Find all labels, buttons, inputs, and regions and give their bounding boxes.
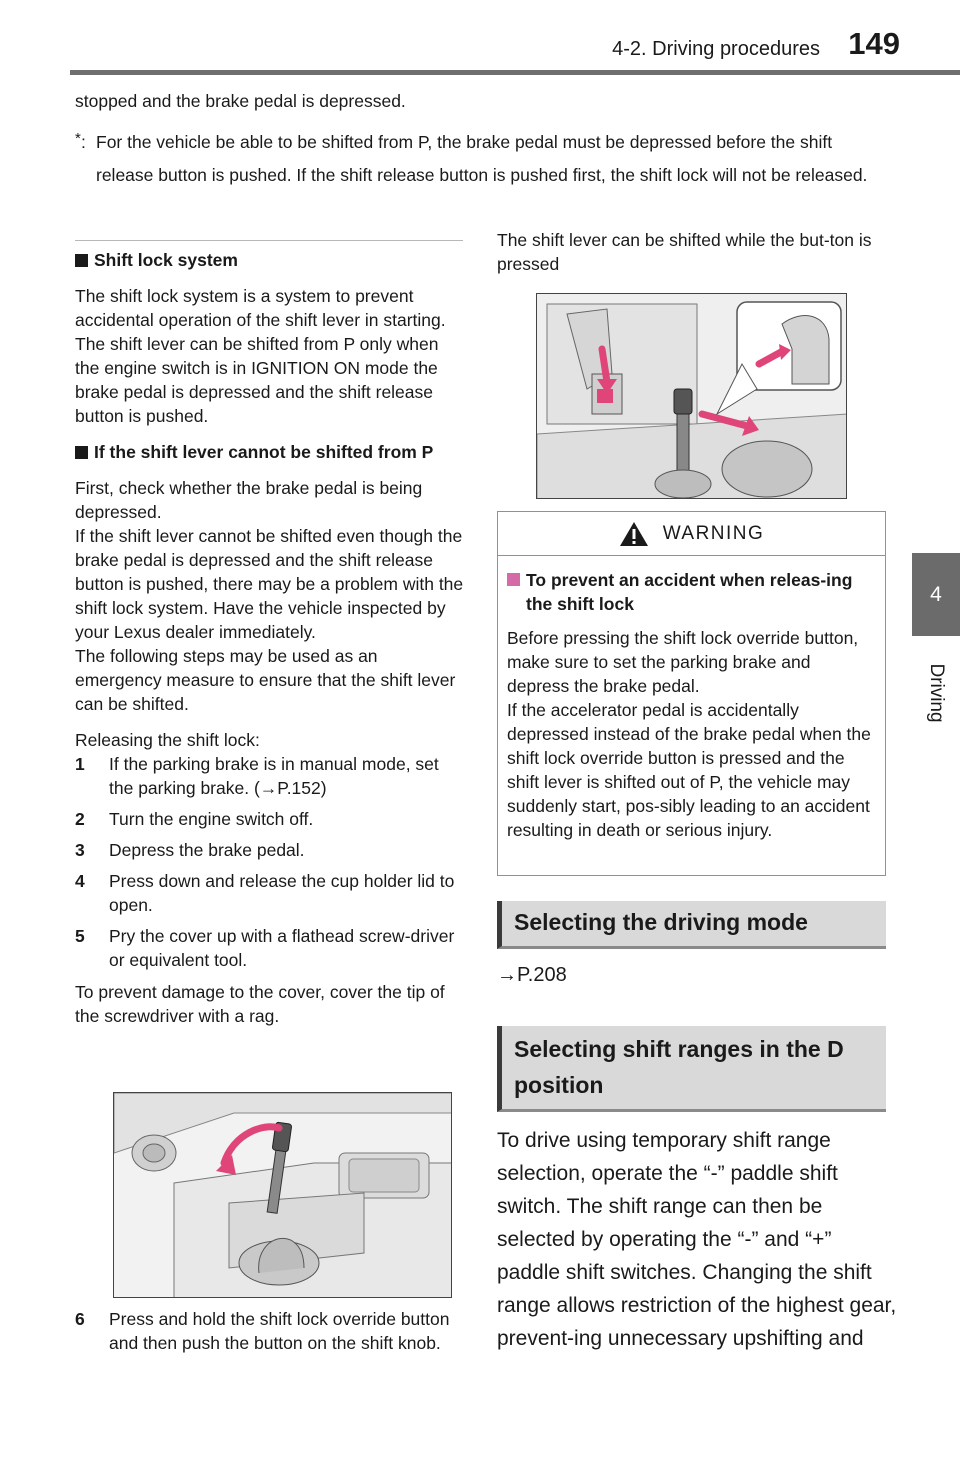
warning-subheading <box>507 568 876 616</box>
section-title: 4-2. Driving procedures <box>612 38 820 60</box>
step-text: Pry the cover up with a flathead screw-driver or equivalent tool. <box>109 926 455 970</box>
cover-removal-illustration <box>113 1092 452 1298</box>
warning-header <box>498 512 885 556</box>
releasing-label: Releasing the shift lock: <box>75 730 260 750</box>
step-item <box>75 752 465 800</box>
warning-para-1: Before pressing the shift lock override button, make sure to set the parking brake and depress the brake pedal. <box>507 628 859 696</box>
warning-body <box>498 556 885 842</box>
shift-lock-para-1: The shift lock system is a system to prevent accidental operation of the shift lever in starting. <box>75 286 446 330</box>
page-number: 149 <box>848 26 900 61</box>
chapter-tab-label-text: Driving <box>926 663 947 723</box>
shift-lock-heading <box>75 248 465 272</box>
shift-lock-heading-text: Shift lock system <box>94 250 238 270</box>
step-text: Turn the engine switch off. <box>109 809 314 829</box>
bullet-square-icon <box>75 446 88 459</box>
header-divider <box>70 70 960 75</box>
warning-title: WARNING <box>662 522 765 544</box>
step-text: Press and hold the shift lock override button and then push the button on the shift knob. <box>109 1309 450 1353</box>
bullet-square-icon <box>75 254 88 267</box>
step-number: 3 <box>75 840 85 860</box>
chapter-tab-number: 4 <box>912 553 960 636</box>
step-number: 2 <box>75 809 85 829</box>
shift-lock-paragraph-2: The shift lever can be shifted from P only when the engine switch is in IGNITION ON mode the brake pedal is depressed and the shift release button is pushed. <box>75 334 439 426</box>
cannot-shift-heading <box>75 440 465 464</box>
step-item <box>75 869 465 917</box>
shift-knob-illustration <box>536 293 847 499</box>
cannot-shift-para-2: If the shift lever cannot be shifted even though the brake pedal is depressed and the shift release button is pushed, there may be a problem with the shift lock system. Have the vehicle inspected by your Lexus dealer immediately. <box>75 526 464 642</box>
shift-knob-drawing <box>537 294 847 499</box>
damage-note: To prevent damage to the cover, cover the tip of the screwdriver with a rag. <box>75 982 445 1026</box>
step-text: If the parking brake is in manual mode, set the parking brake. (→P.152) <box>109 754 439 798</box>
footnote <box>75 126 875 192</box>
page-header <box>0 0 960 76</box>
cover-removal-drawing <box>114 1093 452 1298</box>
shift-ranges-paragraph: To drive using temporary shift range selection, operate the “-” paddle shift switch. The shift range can then be selected by operating the “-” and “+” paddle shift switches. Changing the shift range allows restriction of the highest gear, prevent-ing unnecessary upshifting and <box>497 1129 897 1350</box>
driving-mode-heading: Selecting the driving mode <box>497 901 886 949</box>
warning-para-2: If the accelerator pedal is accidentally depressed instead of the brake pedal when the shift lock override button is pressed and the shift lever is shifted out of P, the vehicle may suddenly start, pos-sibly leading to an accident resulting in death or serious injury. <box>507 700 871 840</box>
warning-triangle-icon <box>619 521 649 547</box>
bullet-square-icon <box>507 573 520 586</box>
step-number: 5 <box>75 926 85 946</box>
footnote-mark: * <box>75 130 81 147</box>
step-item <box>75 924 465 972</box>
footnote-text: For the vehicle be able to be shifted from P, the brake pedal must be depressed before the shift release button is pushed. If the shift release button is pushed first, the shift lock will not be released. <box>96 132 868 185</box>
shift-ranges-heading: Selecting shift ranges in the D position <box>497 1026 886 1112</box>
driving-mode-reference[interactable]: →P.208 <box>497 964 567 986</box>
warning-box <box>497 511 886 876</box>
step-item <box>75 807 465 831</box>
chapter-tab-label <box>912 648 960 738</box>
shift-lock-paragraph <box>75 284 465 332</box>
step-item <box>75 1307 465 1355</box>
step-number: 1 <box>75 754 85 774</box>
step-item <box>75 838 465 862</box>
shift-while-pressed-text: The shift lever can be shifted while the but-ton is pressed <box>497 230 872 274</box>
cannot-shift-heading-text: If the shift lever cannot be shifted from P <box>94 442 434 462</box>
step-number: 4 <box>75 871 85 891</box>
step-list <box>75 752 465 972</box>
cannot-shift-para-3: The following steps may be used as an emergency measure to ensure that the shift lever can be shifted. <box>75 646 456 714</box>
footnote-colon: : <box>81 132 86 152</box>
step-text: Press down and release the cup holder lid to open. <box>109 871 455 915</box>
step-number: 6 <box>75 1309 85 1329</box>
intro-text: stopped and the brake pedal is depressed. <box>75 91 406 111</box>
left-column <box>75 248 465 1040</box>
section-divider <box>75 240 463 241</box>
warning-subheading-text: To prevent an accident when releas-ing the shift lock <box>526 570 853 614</box>
cannot-shift-para-1: First, check whether the brake pedal is being depressed. <box>75 478 423 522</box>
step-text: Depress the brake pedal. <box>109 840 305 860</box>
